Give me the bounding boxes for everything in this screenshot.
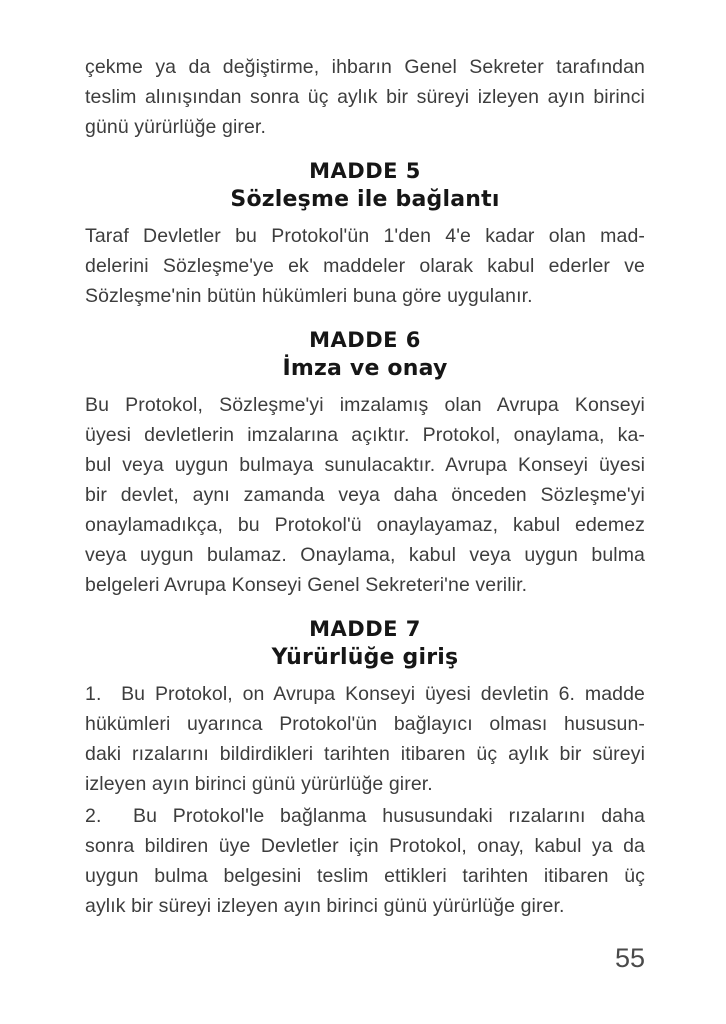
madde-title: MADDE 7 — [309, 617, 421, 641]
text-line: hükümleri uyarınca Protokol'ün bağlayıcı olması hususun- — [85, 713, 645, 735]
paragraph — [85, 221, 645, 311]
page-number: 55 — [614, 943, 645, 973]
text-line: izleyen ayın birinci günü yürürlüğe girer. — [85, 773, 433, 795]
text-line: üyesi devletlerin imzalarına açıktır. Protokol, onaylama, ka- — [85, 424, 645, 446]
paragraph — [85, 801, 645, 921]
madde-subtitle: Yürürlüğe giriş — [271, 645, 459, 670]
text-line: Sözleşme'nin bütün hükümleri buna göre uygulanır. — [85, 285, 533, 307]
paragraph — [85, 52, 645, 142]
text-line: teslim alınışından sonra üç aylık bir süreyi izleyen ayın birinci — [85, 86, 645, 108]
text-line: 1. Bu Protokol, on Avrupa Konseyi üyesi devletin 6. madde — [85, 683, 645, 705]
section-heading — [85, 158, 645, 215]
text-line: daki rızalarını bildirdikleri tarihten itibaren üç aylık bir süreyi — [85, 743, 645, 765]
text-line: veya uygun bulamaz. Onaylama, kabul veya uygun bulma — [85, 544, 645, 566]
madde-subtitle: Sözleşme ile bağlantı — [230, 187, 500, 212]
section-heading — [85, 616, 645, 673]
text-line: bul veya uygun bulmaya sunulacaktır. Avrupa Konseyi üyesi — [85, 454, 645, 476]
madde-subtitle: İmza ve onay — [282, 356, 448, 381]
page-content — [85, 52, 645, 921]
text-line: Bu Protokol, Sözleşme'yi imzalamış olan Avrupa Konseyi — [85, 394, 645, 416]
paragraph — [85, 390, 645, 600]
text-line: aylık bir süreyi izleyen ayın birinci günü yürürlüğe girer. — [85, 895, 565, 917]
text-line: bir devlet, aynı zamanda veya daha önceden Sözleşme'yi — [85, 484, 645, 506]
text-line: Taraf Devletler bu Protokol'ün 1'den 4'e kadar olan mad- — [85, 225, 645, 247]
text-line: sonra bildiren üye Devletler için Protokol, onay, kabul ya da — [85, 835, 645, 857]
text-line: uygun bulma belgesini teslim ettikleri tarihten itibaren üç — [85, 865, 645, 887]
section-heading — [85, 327, 645, 384]
text-line: günü yürürlüğe girer. — [85, 116, 266, 138]
text-line: 2. Bu Protokol'le bağlanma hususundaki rızalarını daha — [85, 805, 645, 827]
madde-title: MADDE 6 — [309, 328, 421, 352]
text-line: belgeleri Avrupa Konseyi Genel Sekreteri'ne verilir. — [85, 574, 528, 596]
text-line: onaylamadıkça, bu Protokol'ü onaylayamaz, kabul edemez — [85, 514, 645, 536]
text-line: çekme ya da değiştirme, ihbarın Genel Sekreter tarafından — [85, 56, 645, 78]
text-line: delerini Sözleşme'ye ek maddeler olarak kabul ederler ve — [85, 255, 645, 277]
paragraph — [85, 679, 645, 799]
madde-title: MADDE 5 — [309, 159, 421, 183]
